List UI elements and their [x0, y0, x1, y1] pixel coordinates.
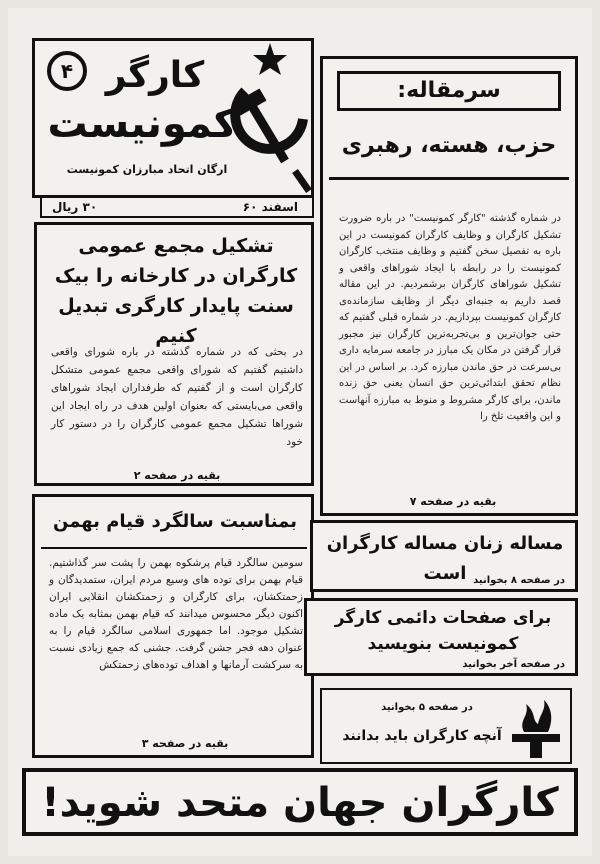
editorial-continued: بقیه در صفحه ۷ — [409, 495, 497, 508]
editorial-body: در شماره گذشته "کارگر کمونیست" در باره ضرورت تشکیل کارگران و وظایف کارگران کمونیست در این باره به تفصیل سخن گفتیم و وظایف منتخب کارگران کمونیست را در رابطه با ایجاد شوراهای واقعی و تشکیل شوراهای کارگران برشمردیم. در این مقاله قصد داریم به جنبه‌ای دیگر از وظایف سازمانده‌ی کارگران کمونیست بپردازیم. در شماره قبلی گفتیم که حتی جوان‌ترین و بی‌تجربه‌ترین کارگران نیز مجبور قرار گرفتن در مکان یک مبارز در جامعه سرمایه داری بی‌سرعت در حق ماندن مبارزه کرد. بر اساس در این نظام تحقق ابتدائی‌ترین حق انسان یعنی حق زنده ماندن، برای کارگر مشروط و منوط به مبارزه آنهاست و این واقعیت تلخ را — [339, 213, 561, 422]
issue-number-badge — [47, 51, 87, 91]
workers-know-box — [320, 688, 572, 764]
workers-know-slogan: آنچه کارگران باید بدانند — [342, 728, 502, 744]
issue-price: ۳۰ ریال — [52, 200, 98, 214]
lead-article — [34, 222, 314, 486]
torch-flame-icon — [508, 694, 564, 760]
bahman-article — [32, 494, 314, 758]
masthead-title-line1: کارگر — [105, 55, 205, 96]
editorial-kicker: سرمقاله: — [337, 71, 561, 111]
bahman-article-body: سومین سالگرد قیام پرشکوه بهمن را پشت سر گذاشتیم. قیام بهمن برای توده های وسیع مردم ایران، ستمدیدگان و زحمتکشان، برای کارگران و زحمتکشان انقلابی ایران اکنون دیگر محسوس میدانند که قیام بهمن بمثابه یک ماده تشکیل موجود. اما جمهوری اسلامی سالگرد قیام را به عنوان دهه فجر جشن گرفت. جشنی که جمع زیادی نسبت به سرکشت آرمانها و اهداف توده‌های زحمتکش — [49, 557, 303, 671]
masthead — [32, 38, 314, 198]
workers-know-ref: در صفحه ۵ بخوانید — [381, 702, 473, 713]
editorial-title: حزب، هسته، رهبری — [341, 133, 557, 158]
women-item-continued: در صفحه ۸ بخوانید — [473, 575, 565, 586]
hammer-sickle-star-icon — [225, 41, 315, 201]
masthead-organ: ارگان اتحاد مبارزان کمونیست — [66, 163, 228, 176]
write-item-continued: در صفحه آخر بخوانید — [462, 659, 565, 670]
lead-article-headline: تشکیل مجمع عمومی کارگران در کارخانه را بیک سنت پایدار کارگری تبدیل کنیم — [54, 235, 298, 347]
issue-date: اسفند ۶۰ — [242, 200, 298, 214]
banner-slogan: کارگران جهان متحد شوید! — [41, 780, 559, 826]
divider — [41, 547, 307, 549]
editorial — [320, 56, 578, 516]
bahman-article-headline: بمناسبت سالگرد قیام بهمن — [53, 511, 297, 532]
slogan-banner — [22, 768, 578, 836]
divider — [329, 177, 569, 180]
newspaper-page — [8, 8, 592, 856]
lead-article-body: در بحثی که در شماره گذشته در باره شورای واقعی داشتیم گفتیم که شورای واقعی مجمع عمومی متشکل کارگران است و از گفتیم که طرفداران ایجاد شوراهای واقعی می‌بایستی که بعنوان اولین هدف در راه ایجاد این شوراها تشکیل مجمع عمومی کارگران را در دستور کار خود — [51, 346, 303, 448]
women-item — [310, 520, 578, 592]
write-item-headline: برای صفحات دائمی کارگر کمونیست بنویسید — [334, 608, 552, 654]
masthead-title-line2: کمونیست — [47, 101, 237, 147]
lead-article-continued: بقیه در صفحه ۲ — [133, 469, 221, 482]
write-item — [304, 598, 578, 676]
women-item-headline: مساله زنان مساله کارگران است — [326, 533, 564, 584]
dateline-bar — [40, 196, 314, 218]
bahman-article-continued: بقیه در صفحه ۳ — [141, 737, 229, 750]
issue-number: ۴ — [60, 59, 74, 83]
